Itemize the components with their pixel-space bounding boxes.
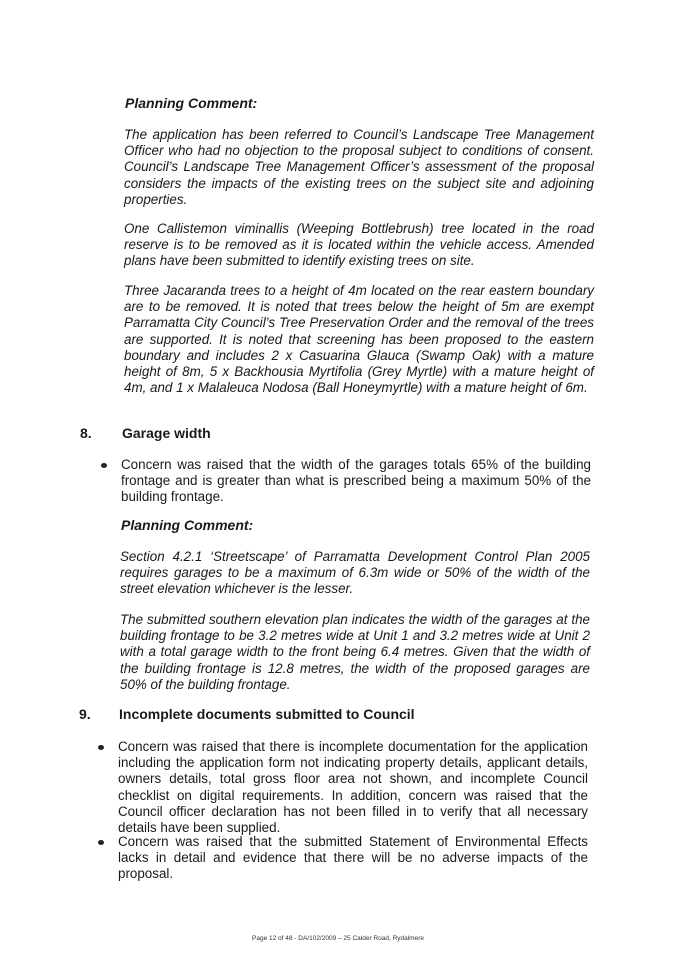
section-8-bullet-1: Concern was raised that the width of the garages totals 65% of the building frontage and is greater than what is prescribed being a maximum 50% of the building frontage. (121, 457, 591, 505)
bullet-icon (101, 463, 107, 468)
section-8-title: Garage width (122, 425, 211, 441)
paragraph-bottlebrush: One Callistemon viminallis (Weeping Bottlebrush) tree located in the road reserve is to be removed as it is located within the vehicle access. Amended plans have been submitted to identify existing trees on site. (124, 221, 594, 269)
section-8-comment-paragraph-2: The submitted southern elevation plan indicates the width of the garages at the building frontage to be 3.2 metres wide at Unit 1 and 3.2 metres wide at Unit 2 with a total garage width to the front being 6.4 metres. Given that the width of the building frontage is 12.8 metres, the width of the proposed garages are 50% of the building frontage. (120, 612, 590, 692)
section-8-comment-paragraph-1: Section 4.2.1 ‘Streetscape’ of Parramatta Development Control Plan 2005 requires garages to be a maximum of 6.3m wide or 50% of the width of the street elevation whichever is the lesser. (120, 549, 590, 597)
page-footer: Page 12 of 48 - DA/102/2009 – 25 Calder Road, Rydalmere (252, 935, 424, 942)
section-9-number: 9. (79, 706, 91, 722)
section-9-bullet-2: Concern was raised that the submitted Statement of Environmental Effects lacks in detail and evidence that there will be no adverse impacts of the proposal. (118, 834, 588, 882)
paragraph-jacaranda: Three Jacaranda trees to a height of 4m located on the rear eastern boundary are to be removed. It is noted that trees below the height of 5m are exempt Parramatta City Council’s Tree Preservation Order and the removal of the trees are supported. It is noted that screening has been proposed to the eastern boundary and includes 2 x Casuarina Glauca (Swamp Oak) with a mature height of 8m, 5 x Backhousia Myrtifolia (Grey Myrtle) with a mature height of 4m, and 1 x Malaleuca Nodosa (Ball Honeymyrtle) with a mature height of 6m. (124, 283, 594, 396)
section-8-number: 8. (80, 425, 92, 441)
planning-comment-heading: Planning Comment: (125, 95, 258, 111)
paragraph-tree-officer: The application has been referred to Council’s Landscape Tree Management Officer who had no objection to the proposal subject to conditions of consent. Council’s Landscape Tree Management Officer’s assessment of the proposal considers the impacts of the existing trees on the subject site and adjoining properties. (124, 127, 594, 207)
bullet-icon (98, 745, 104, 750)
bullet-icon (98, 840, 104, 845)
section-9-bullet-1: Concern was raised that there is incomplete documentation for the application including the application form not indicating property details, applicant details, owners details, total gross floor area not shown, and incomplete Council checklist on digital requirements. In addition, concern was raised that the Council officer declaration has not been filled in to verify that all necessary details have been supplied. (118, 739, 588, 836)
section-8-comment-heading: Planning Comment: (121, 517, 254, 533)
section-9-title: Incomplete documents submitted to Council (119, 706, 415, 722)
